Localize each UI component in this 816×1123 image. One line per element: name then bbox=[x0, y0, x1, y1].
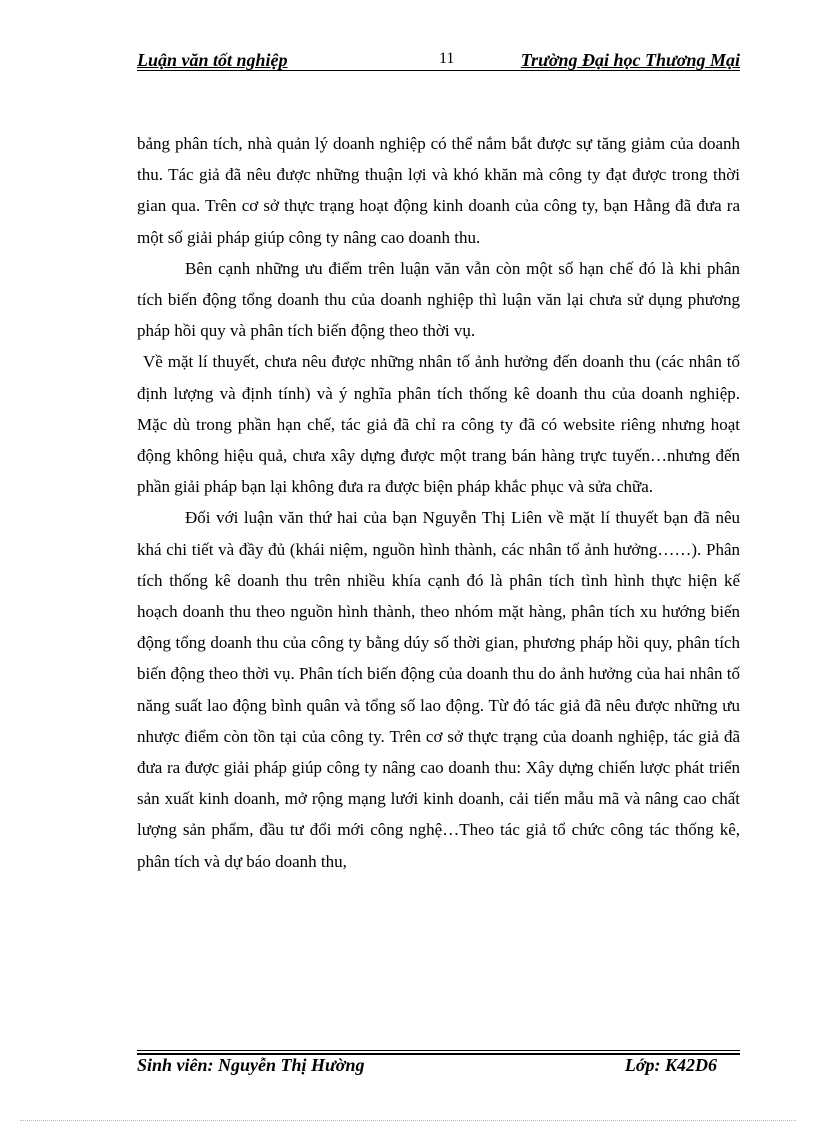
document-body bbox=[137, 128, 740, 877]
header-thesis-title: Luận văn tốt nghiệp bbox=[137, 50, 288, 70]
paragraph: Bên cạnh những ưu điểm trên luận văn vẫn còn một số hạn chế đó là khi phân tích biến động tổng doanh thu của doanh nghiệp thì luận văn lại chưa sử dụng phương pháp hồi quy và phân tích biến động theo thời vụ. bbox=[137, 258, 740, 341]
header-university: Trường Đại học Thương Mại bbox=[520, 50, 740, 70]
header-divider bbox=[137, 70, 740, 71]
page-header bbox=[137, 50, 740, 70]
footer-student: Sinh viên: Nguyễn Thị Hường bbox=[137, 1055, 365, 1075]
paragraph: Về mặt lí thuyết, chưa nêu được những nhân tố ảnh hưởng đến doanh thu (các nhân tố định lượng và định tính) và ý nghĩa phân tích thống kê doanh thu của doanh nghiệp. Mặc dù trong phần hạn chế, tác giả đã chỉ ra công ty đã có website riêng nhưng hoạt động không hiệu quả, chưa xây dựng được một trang bán hàng trực tuyến…nhưng đến phần giải pháp bạn lại không đưa ra được biện pháp khắc phục và sửa chữa. bbox=[137, 352, 740, 497]
page-footer bbox=[137, 1055, 717, 1077]
footer-divider bbox=[137, 1050, 740, 1051]
paragraph: Đối với luận văn thứ hai của bạn Nguyễn Thị Liên về mặt lí thuyết bạn đã nêu khá chi tiết và đầy đủ (khái niệm, nguồn hình thành, các nhân tố ảnh hưởng……). Phân tích thống kê doanh thu trên nhiều khía cạnh đó là phân tích tình hình thực hiện kế hoạch doanh thu theo nguồn hình thành, theo nhóm mặt hàng, phân tích xu hướng biến động tổng doanh thu của công ty bằng dúy số thời gian, phương pháp hồi quy, phân tích biến động theo thời vụ. Phân tích biến động của doanh thu do ảnh hưởng của hai nhân tố năng suất lao động bình quân và tổng số lao động. Từ đó tác giả đã nêu được những ưu nhược điểm còn tồn tại của công ty. Trên cơ sở thực trạng của doanh nghiệp, tác giả đã đưa ra được giải pháp giúp công ty nâng cao doanh thu: Xây dựng chiến lược phát triển sản xuất kinh doanh, mở rộng mạng lưới kinh doanh, cải tiến mẫu mã và nâng cao chất lượng sản phẩm, đầu tư đổi mới công nghệ…Theo tác giả tổ chức công tác thống kê, phân tích và dự báo doanh thu, bbox=[137, 508, 740, 871]
page-number: 11 bbox=[439, 50, 455, 67]
paragraph: bảng phân tích, nhà quản lý doanh nghiệp có thể nắm bắt được sự tăng giảm của doanh thu. Tác giả đã nêu được những thuận lợi và khó khăn mà công ty đạt được trong thời gian qua. Trên cơ sở thực trạng hoạt động kinh doanh của công ty, bạn Hằng đã đưa ra một số giải pháp giúp công ty nâng cao doanh thu. bbox=[137, 134, 740, 247]
page-edge-divider bbox=[20, 1120, 796, 1121]
footer-class: Lớp: K42D6 bbox=[624, 1055, 717, 1075]
